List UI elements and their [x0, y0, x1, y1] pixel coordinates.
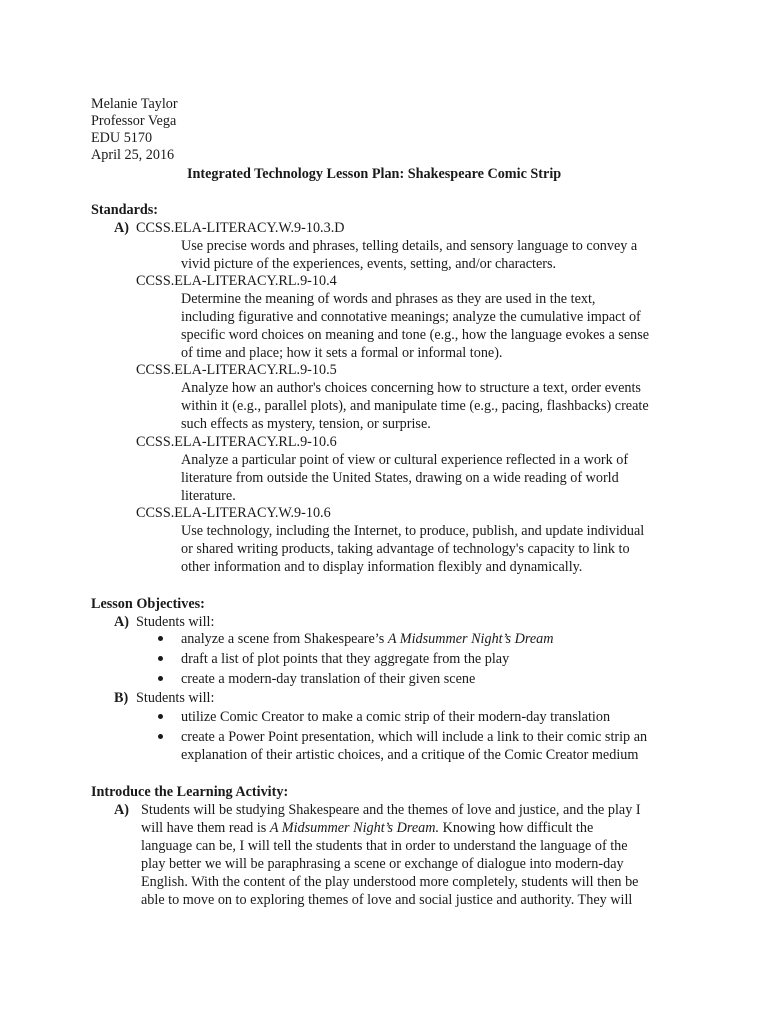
standard-code: CCSS.ELA-LITERACY.RL.9-10.6	[136, 434, 337, 450]
standard-code: CCSS.ELA-LITERACY.W.9-10.6	[136, 505, 331, 521]
standard-description-line: Determine the meaning of words and phrases as they are used in the text,	[181, 291, 596, 307]
standard-code: CCSS.ELA-LITERACY.RL.9-10.4	[136, 273, 337, 289]
bullet-icon	[158, 636, 163, 641]
objectives-lead-b: Students will:	[136, 690, 215, 706]
objective-item	[181, 630, 553, 648]
objectives-marker-b: B)	[114, 690, 129, 706]
intro-line: English. With the content of the play understood more completely, students will then be	[141, 874, 639, 890]
intro-line	[141, 819, 593, 837]
objectives-heading: Lesson Objectives:	[91, 596, 205, 612]
standard-code: CCSS.ELA-LITERACY.RL.9-10.5	[136, 362, 337, 378]
standard-code: CCSS.ELA-LITERACY.W.9-10.3.D	[136, 220, 345, 236]
objective-text: analyze a scene from Shakespeare’s	[181, 631, 388, 647]
intro-line: play better we will be paraphrasing a scene or exchange of dialogue into modern-day	[141, 856, 624, 872]
author-name: Melanie Taylor	[91, 96, 178, 112]
bullet-icon	[158, 656, 163, 661]
objectives-marker-a: A)	[114, 614, 129, 630]
standard-description-line: of time and place; how it sets a formal or informal tone).	[181, 345, 503, 361]
objective-item: utilize Comic Creator to make a comic strip of their modern-day translation	[181, 709, 611, 725]
intro-marker-a: A)	[114, 802, 129, 818]
document-date: April 25, 2016	[91, 147, 175, 163]
standard-description-line: within it (e.g., parallel plots), and manipulate time (e.g., pacing, flashbacks) create	[181, 398, 649, 414]
standard-description-line: specific word choices on meaning and tone (e.g., how the language evokes a sense	[181, 327, 650, 343]
intro-line: able to move on to exploring themes of love and social justice and authority. They will	[141, 892, 633, 908]
objective-item: create a Power Point presentation, which will include a link to their comic strip an	[181, 729, 648, 745]
professor-name: Professor Vega	[91, 113, 177, 129]
objective-item-continuation: explanation of their artistic choices, and a critique of the Comic Creator medium	[181, 747, 639, 763]
standards-heading: Standards:	[91, 202, 159, 218]
standard-description-line: Analyze how an author's choices concerning how to structure a text, order events	[181, 380, 641, 396]
standard-description-line: Use technology, including the Internet, to produce, publish, and update individual	[181, 523, 645, 539]
intro-line: Students will be studying Shakespeare and the themes of love and justice, and the play I	[141, 802, 641, 818]
play-title: A Midsummer Night’s Dream.	[269, 820, 440, 836]
objectives-lead-a: Students will:	[136, 614, 215, 630]
objective-item: draft a list of plot points that they aggregate from the play	[181, 651, 510, 667]
intro-heading: Introduce the Learning Activity:	[91, 784, 289, 800]
bullet-icon	[158, 714, 163, 719]
standard-description-line: vivid picture of the experiences, events, setting, and/or characters.	[181, 256, 557, 272]
standard-description-line: Analyze a particular point of view or cultural experience reflected in a work of	[181, 452, 629, 468]
standards-marker-a: A)	[114, 220, 129, 236]
intro-text: Knowing how difficult the	[439, 820, 594, 836]
standard-description-line: other information and to display information flexibly and dynamically.	[181, 559, 583, 575]
course-code: EDU 5170	[91, 130, 153, 146]
objective-item: create a modern-day translation of their given scene	[181, 671, 476, 687]
standard-description-line: or shared writing products, taking advantage of technology's capacity to link to	[181, 541, 630, 557]
standard-description-line: including figurative and connotative meanings; analyze the cumulative impact of	[181, 309, 641, 325]
bullet-icon	[158, 734, 163, 739]
standard-description-line: literature.	[181, 488, 236, 504]
intro-line: language can be, I will tell the students that in order to understand the language of the	[141, 838, 628, 854]
standard-description-line: Use precise words and phrases, telling details, and sensory language to convey a	[181, 238, 638, 254]
standard-description-line: such effects as mystery, tension, or surprise.	[181, 416, 431, 432]
intro-text: will have them read is	[141, 820, 270, 836]
document-title: Integrated Technology Lesson Plan: Shakespeare Comic Strip	[187, 166, 562, 182]
standard-description-line: literature from outside the United States, drawing on a wide reading of world	[181, 470, 619, 486]
play-title: A Midsummer Night’s Dream	[387, 631, 554, 647]
bullet-icon	[158, 676, 163, 681]
